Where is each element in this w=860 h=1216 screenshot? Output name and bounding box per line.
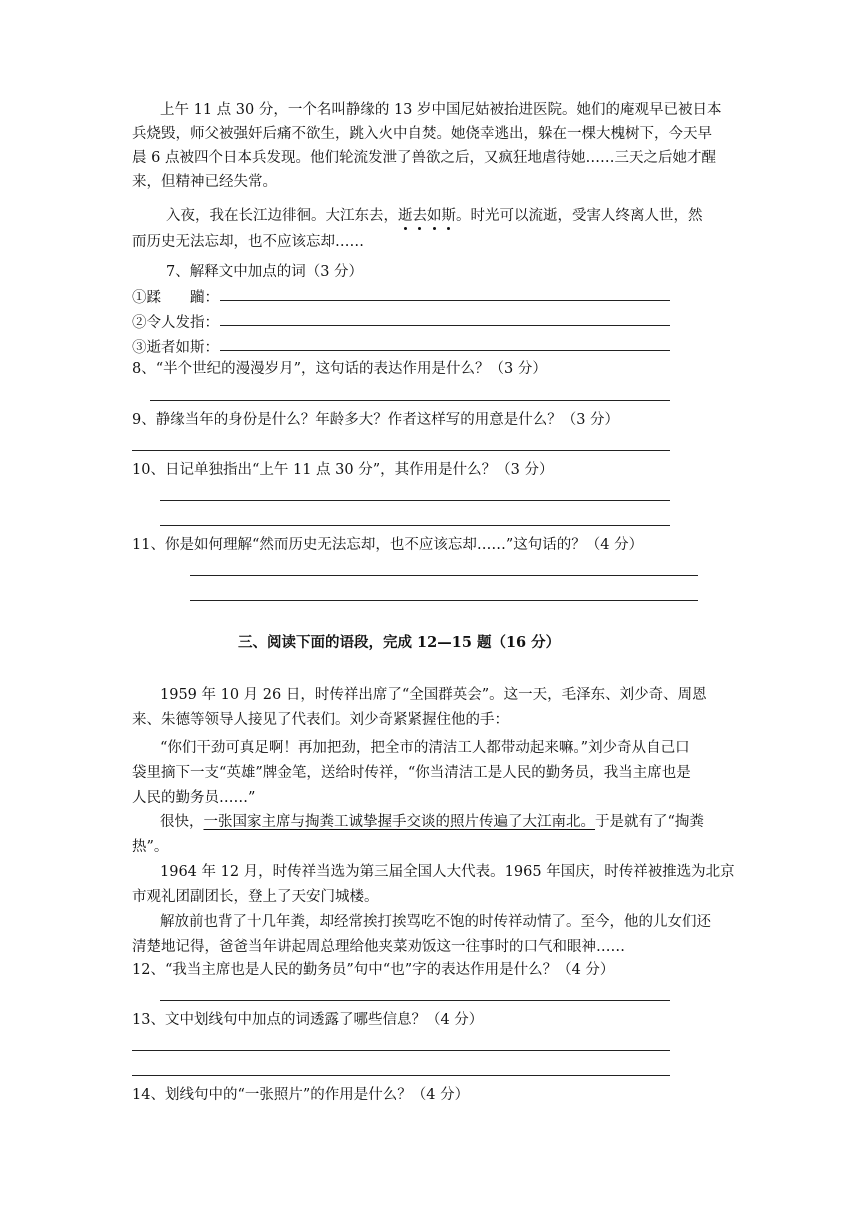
passage-line: 来，但精神已经失常。 [132, 174, 277, 190]
answer-line [132, 1050, 670, 1051]
underlined-sentence: 一张国家主席与掏粪工诚挚握手交谈的照片传遍了大江南北。 [203, 814, 595, 830]
answer-line [220, 300, 670, 301]
answer-line [132, 450, 670, 451]
question-10: 10、日记单独指出“上午 11 点 30 分”，其作用是什么？（3 分） [132, 462, 554, 478]
passage-line: 市观礼团副团长，登上了天安门城楼。 [132, 889, 379, 905]
passage-line: 袋里摘下一支“英雄”牌金笔，送给时传祥，“你当清洁工是人民的勤务员，我当主席也是 [132, 765, 691, 781]
question-7: 7、解释文中加点的词（3 分） [166, 264, 364, 280]
passage-line-dotted: 入夜，我在长江边徘徊。大江东去，逝去如斯。时光可以流逝，受害人终离人世，然 [166, 208, 703, 224]
question-13: 13、文中划线句中加点的词透露了哪些信息？（4 分） [132, 1012, 484, 1028]
section-heading: 三、阅读下面的语段，完成 12—15 题（16 分） [238, 634, 561, 651]
q7-item-label: ①蹂 躏： [132, 290, 219, 306]
q7-item-label: ③逝者如斯： [132, 340, 219, 356]
passage-line: “你们干劲可真足啊！再加把劲，把全市的清洁工人都带动起来嘛。”刘少奇从自己口 [160, 740, 690, 756]
answer-line [160, 525, 670, 526]
question-8: 8、“半个世纪的漫漫岁月”，这句话的表达作用是什么？（3 分） [132, 361, 547, 377]
question-12: 12、“我当主席也是人民的勤务员”句中“也”字的表达作用是什么？（4 分） [132, 962, 615, 978]
passage-line: 解放前也背了十几年粪，却经常挨打挨骂吃不饱的时传祥动情了。至今，他的儿女们还 [160, 914, 711, 930]
q7-item-label: ②令人发指： [132, 315, 219, 331]
question-9: 9、静缘当年的身份是什么？年龄多大？作者这样写的用意是什么？（3 分） [132, 412, 620, 428]
emphasis-dot-char: 如 [427, 208, 442, 224]
passage-line: 人民的勤务员……” [132, 790, 256, 806]
emphasis-dot-char: 斯 [441, 208, 456, 224]
passage-line: 上午 11 点 30 分，一个名叫静缘的 13 岁中国尼姑被抬进医院。她们的庵观早已被日本 [160, 102, 722, 118]
passage-line-underlined: 很快，一张国家主席与掏粪工诚挚握手交谈的照片传遍了大江南北。于是就有了“掏粪 [160, 814, 704, 830]
answer-line [190, 600, 698, 601]
answer-line [132, 1075, 670, 1076]
answer-line [220, 350, 670, 351]
emphasis-dot-char: 逝 [398, 208, 413, 224]
answer-line [190, 575, 698, 576]
passage-line: 热”。 [132, 839, 169, 855]
passage-line: 来、朱德等领导人接见了代表们。刘少奇紧紧握住他的手： [132, 712, 509, 728]
passage-line: 清楚地记得，爸爸当年讲起周总理给他夹菜劝饭这一往事时的口气和眼神…… [132, 939, 625, 955]
passage-line: 而历史无法忘却，也不应该忘却…… [132, 234, 364, 250]
passage-line: 晨 6 点被四个日本兵发现。他们轮流发泄了兽欲之后，又疯狂地虐待她……三天之后她才醒 [132, 150, 716, 166]
passage-line: 1964 年 12 月，时传祥当选为第三届全国人大代表。1965 年国庆，时传祥被推选为北京 [160, 864, 735, 880]
answer-line [220, 325, 670, 326]
question-14: 14、划线句中的“一张照片”的作用是什么？（4 分） [132, 1087, 470, 1103]
question-11: 11、你是如何理解“然而历史无法忘却，也不应该忘却……”这句话的？（4 分） [132, 537, 644, 553]
passage-line: 兵烧毁，师父被强奸后痛不欲生，跳入火中自焚。她侥幸逃出，躲在一棵大槐树下，今天早 [132, 126, 712, 142]
answer-line [150, 400, 670, 401]
emphasis-dot-char: 去 [412, 208, 427, 224]
answer-line [160, 500, 670, 501]
passage-line: 1959 年 10 月 26 日，时传祥出席了“全国群英会”。这一天，毛泽东、刘少奇、周恩 [160, 687, 707, 703]
answer-line [160, 1000, 670, 1001]
